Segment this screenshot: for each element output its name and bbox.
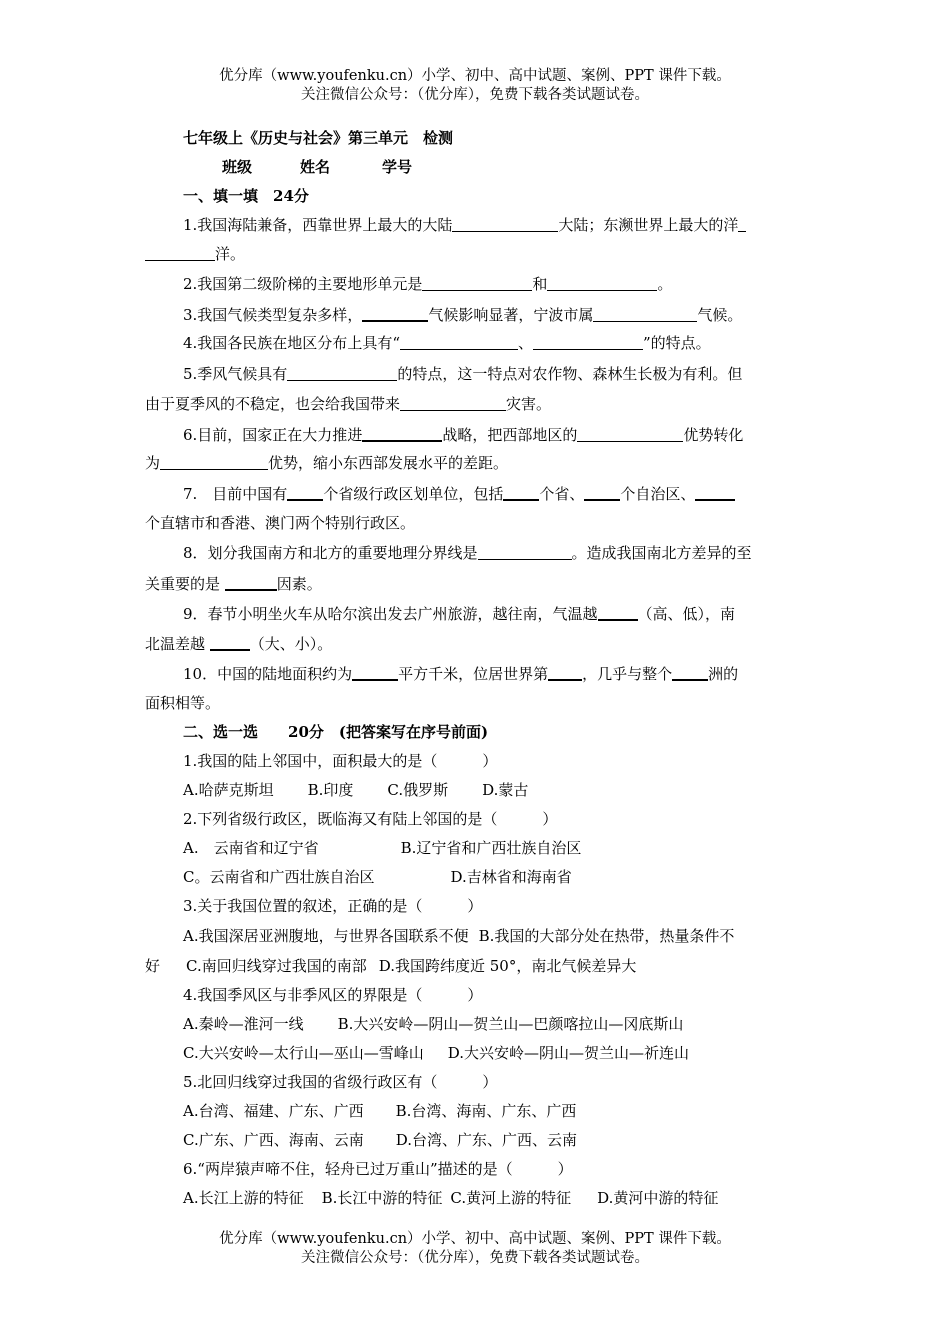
fill-q8-cont: 关重要的是 因素。 <box>145 575 322 593</box>
choice-q1-options: A.哈萨克斯坦 B.印度 C.俄罗斯 D.蒙古 <box>183 781 529 799</box>
blank[interactable] <box>400 394 506 411</box>
blank[interactable] <box>547 274 657 291</box>
choice-q5-options-row2: C.广东、广西、海南、云南 D.台湾、广东、广西、云南 <box>183 1131 577 1149</box>
blank[interactable] <box>503 483 539 501</box>
section1-heading: 一、填一填 24分 <box>183 187 309 205</box>
blank[interactable] <box>287 364 397 381</box>
blank[interactable] <box>452 215 558 232</box>
choice-q6-options: A.长江上游的特征 B.长江中游的特征 C.黄河上游的特征 D.黄河中游的特征 <box>183 1189 719 1207</box>
blank[interactable] <box>362 424 442 442</box>
choice-q5-stem: 5.北回归线穿过我国的省级行政区有（ ） <box>183 1073 498 1091</box>
blank[interactable] <box>593 305 697 322</box>
choice-q2-options-row2: C。云南省和广西壮族自治区 D.吉林省和海南省 <box>183 868 572 886</box>
header-line-1: 优分库（www.youfenku.cn）小学、初中、高中试题、案例、PPT 课件下载。 <box>219 68 731 84</box>
blank[interactable] <box>400 333 518 350</box>
fill-q5-cont: 由于夏季风的不稳定，也会给我国带来 灾害。 <box>145 395 552 413</box>
footer-line-2: 关注微信公众号：（优分库），免费下载各类试题试卷。 <box>301 1250 649 1266</box>
choice-q4-stem: 4.我国季风区与非季风区的界限是（ ） <box>183 986 483 1004</box>
blank[interactable] <box>584 483 620 501</box>
blank[interactable] <box>352 663 398 681</box>
fill-q6-cont: 为 优势，缩小东西部发展水平的差距。 <box>145 454 509 472</box>
blank[interactable] <box>362 304 428 322</box>
fill-q10: 10．中国的陆地面积约为 平方千米，位居世界第 ，几乎与整个 洲的 <box>183 665 739 683</box>
fill-q4: 4.我国各民族在地区分布上具有“ 、 ”的特点。 <box>183 334 711 352</box>
blank[interactable] <box>145 244 215 261</box>
fill-q10-cont: 面积相等。 <box>145 694 221 712</box>
fill-q6: 6.目前，国家正在大力推进 战略，把西部地区的 优势转化 <box>183 426 744 444</box>
choice-q3-stem: 3.关于我国位置的叙述，正确的是（ ） <box>183 897 483 915</box>
blank[interactable] <box>533 333 643 350</box>
section2-heading: 二、选一选 20分 (把答案写在序号前面) <box>183 723 489 741</box>
fill-q1-cont: 洋。 <box>145 244 245 264</box>
fill-q2: 2.我国第二级阶梯的主要地形单元是 和 。 <box>183 275 673 293</box>
header-line-2: 关注微信公众号：（优分库），免费下载各类试题试卷。 <box>301 87 649 103</box>
choice-q6-stem: 6.“两岸猿声啼不住，轻舟已过万重山”描述的是（ ） <box>183 1160 573 1178</box>
blank[interactable] <box>225 573 277 591</box>
choice-q2-stem: 2.下列省级行政区，既临海又有陆上邻国的是（ ） <box>183 810 558 828</box>
choice-q3-options-row1: A.我国深居亚洲腹地，与世界各国联系不便 B.我国的大部分处在热带，热量条件不 <box>183 927 735 945</box>
fill-q9-cont: 北温差越 （大、小）。 <box>145 635 333 653</box>
class-label: 班级 <box>222 158 253 176</box>
name-label: 姓名 <box>300 158 331 176</box>
blank[interactable] <box>160 453 268 470</box>
fill-q8: 8．划分我国南方和北方的重要地理分界线是 。造成我国南北方差异的至 <box>183 544 752 562</box>
blank[interactable] <box>738 215 746 232</box>
choice-q2-options-row1: A. 云南省和辽宁省 B.辽宁省和广西壮族自治区 <box>183 839 582 857</box>
blank[interactable] <box>210 633 250 651</box>
exam-title: 七年级上《历史与社会》第三单元 检测 <box>183 129 454 147</box>
choice-q5-options-row1: A.台湾、福建、广东、广西 B.台湾、海南、广东、广西 <box>183 1102 577 1120</box>
footer-line-1: 优分库（www.youfenku.cn）小学、初中、高中试题、案例、PPT 课件下载。 <box>219 1231 731 1247</box>
info-row <box>222 157 412 177</box>
blank[interactable] <box>598 603 638 621</box>
fill-q9: 9．春节小明坐火车从哈尔滨出发去广州旅游，越往南，气温越 （高、低），南 <box>183 605 736 623</box>
fill-q5: 5.季风气候具有 的特点，这一特点对农作物、森林生长极为有利。但 <box>183 365 743 383</box>
blank[interactable] <box>287 483 323 501</box>
blank[interactable] <box>548 663 582 681</box>
fill-q7-cont: 个直辖市和香港、澳门两个特别行政区。 <box>145 514 416 532</box>
student-number-label: 学号 <box>382 158 413 176</box>
blank[interactable] <box>422 274 532 291</box>
fill-q7: 7. 目前中国有 个省级行政区划单位，包括 个省、 个自治区、 <box>183 483 735 504</box>
blank[interactable] <box>577 425 683 442</box>
blank[interactable] <box>672 663 708 681</box>
blank[interactable] <box>478 543 572 560</box>
fill-q1: 1.我国海陆兼备，西靠世界上最大的大陆 大陆；东濒世界上最大的洋 <box>183 215 746 235</box>
blank[interactable] <box>695 483 735 501</box>
choice-q4-options-row1: A.秦岭—淮河一线 B.大兴安岭—阴山—贺兰山—巴颜喀拉山—冈底斯山 <box>183 1015 684 1033</box>
choice-q1-stem: 1.我国的陆上邻国中，面积最大的是（ ） <box>183 752 498 770</box>
choice-q3-options-row2: 好 C.南回归线穿过我国的南部 D.我国跨纬度近 50°，南北气候差异大 <box>145 957 637 975</box>
choice-q4-options-row2: C.大兴安岭—太行山—巫山—雪峰山 D.大兴安岭—阴山—贺兰山—祈连山 <box>183 1044 689 1062</box>
fill-q3: 3.我国气候类型复杂多样， 气候影响显著，宁波市属 气候。 <box>183 306 743 324</box>
